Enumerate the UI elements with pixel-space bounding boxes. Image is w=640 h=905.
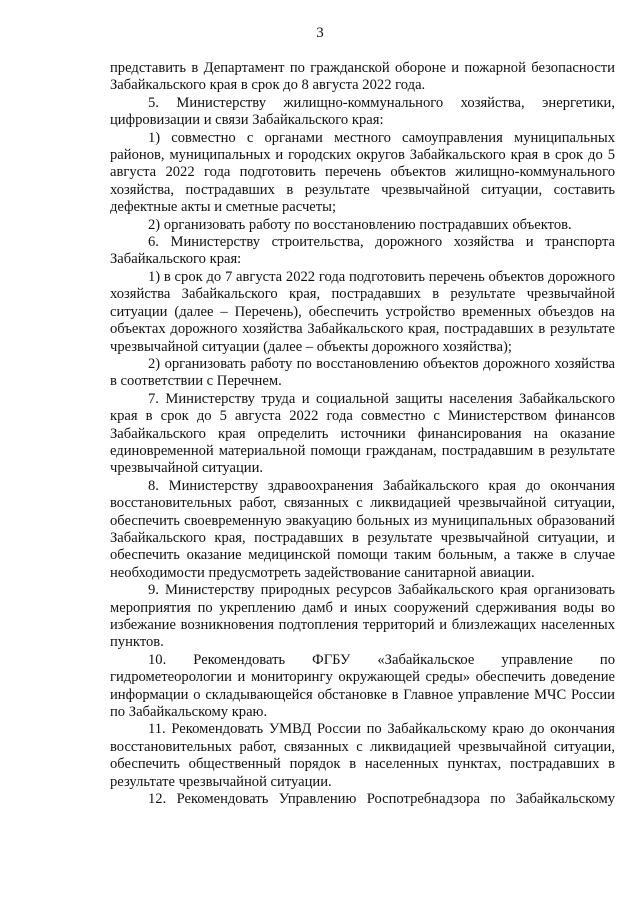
paragraph-item-8: 8. Министерству здравоохранения Забайкальского края до окончания восстановительных работ, связанных с ликвидацией чрезвычайной ситуации, обеспечить своевременную эвакуацию больных из муниципальных образований Забайкальского края, пострадавших в результате чрезвычайной ситуации, и обеспечить оказание медицинской помощи таким больным, а также в случае необходимости предусмотреть задействование санитарной авиации. [110,477,615,581]
paragraph-item-6: 6. Министерству строительства, дорожного хозяйства и транспорта Забайкальского края: [110,234,615,268]
paragraph-item-6-1: 1) в срок до 7 августа 2022 года подготовить перечень объектов дорожного хозяйства Забайкальского края, пострадавших в результате чрезвычайной ситуации (далее – Перечень), обеспечить устройство временных объездов на объектах дорожного хозяйства Забайкальского края, пострадавших в результате чрезвычайной ситуации (далее – объекты дорожного хозяйства); [110,268,615,355]
document-body [110,60,615,808]
page-number: 3 [316,25,324,41]
paragraph-item-5: 5. Министерству жилищно-коммунального хозяйства, энергетики, цифровизации и связи Забайкальского края: [110,94,615,129]
paragraph-item-6-2: 2) организовать работу по восстановлению объектов дорожного хозяйства в соответствии с Перечнем. [110,355,615,390]
paragraph-item-11: 11. Рекомендовать УМВД России по Забайкальскому краю до окончания восстановительных работ, связанных с ликвидацией чрезвычайной ситуации, обеспечить общественный порядок в населенных пунктах, пострадавших в результате чрезвычайной ситуации. [110,721,615,790]
paragraph-item-5-1: 1) совместно с органами местного самоуправления муниципальных районов, муниципальных и городских округов Забайкальского края в срок до 5 августа 2022 года подготовить перечень объектов жилищно-коммунального хозяйства, пострадавших в результате чрезвычайной ситуации, составить дефектные акты и сметные расчеты; [110,129,615,216]
paragraph-item-5-2: 2) организовать работу по восстановлению пострадавших объектов. [148,216,572,233]
paragraph-item-10: 10. Рекомендовать ФГБУ «Забайкальское управление по гидрометеорологии и мониторингу окружающей среды» обеспечить доведение информации о складывающейся обстановке в Главное управление МЧС России по Забайкальскому краю. [110,651,615,721]
paragraph-item-9: 9. Министерству природных ресурсов Забайкальского края организовать мероприятия по укреплению дамб и иных сооружений сдерживания воды во избежание возникновения подтопления территорий и близлежащих населенных пунктов. [110,582,615,651]
paragraph-continuation: представить в Департамент по гражданской обороне и пожарной безопасности Забайкальского края в срок до 8 августа 2022 года. [110,60,615,94]
paragraph-item-12: 12. Рекомендовать Управлению Роспотребнадзора по Забайкальскому [148,791,615,808]
paragraph-item-7: 7. Министерству труда и социальной защиты населения Забайкальского края в срок до 5 августа 2022 года совместно с Министерством финансов Забайкальского края определить источники финансирования на оказание единовременной материальной помощи гражданам, пострадавшим в результате чрезвычайной ситуации. [110,390,615,477]
